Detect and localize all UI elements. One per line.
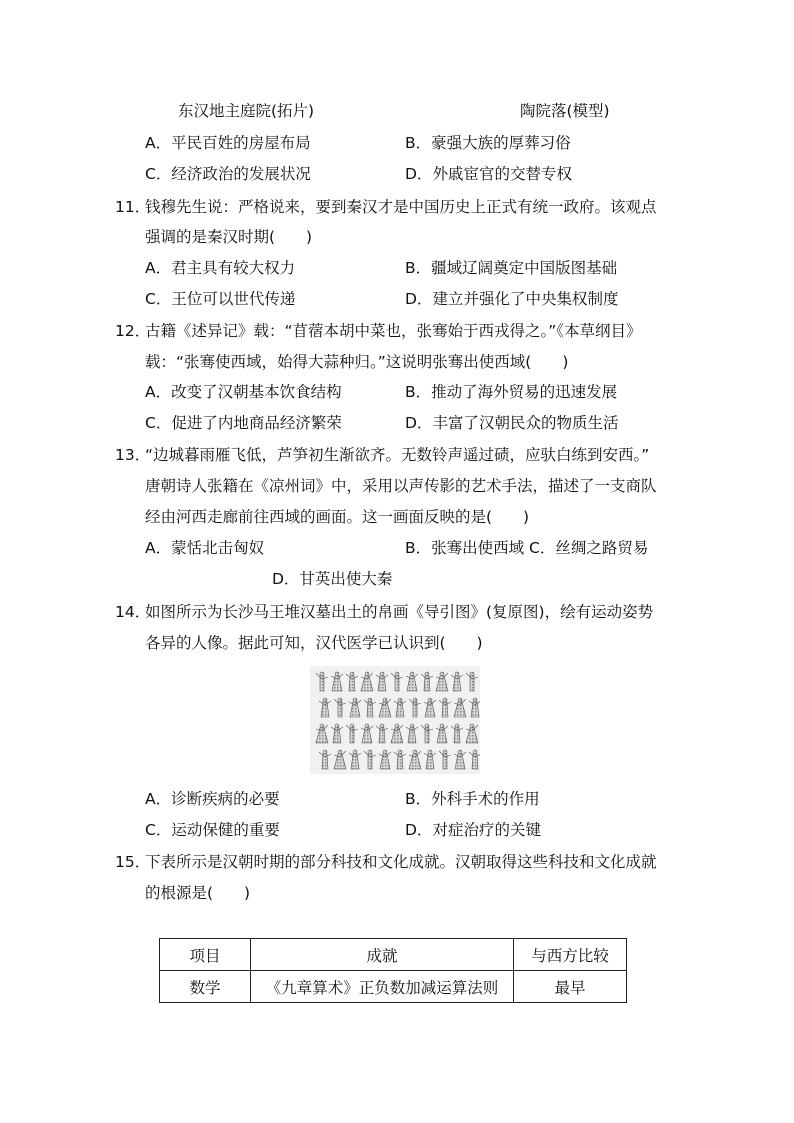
figure-silhouette — [391, 672, 403, 691]
question-text-line: 下表所示是汉朝时期的部分科技和文化成就。汉朝取得这些科技和文化成就 — [145, 853, 657, 871]
question-text-line: 载：“张骞使西域，始得大蒜种归。”这说明张骞出使西域( ) — [145, 353, 569, 371]
option-text: 促进了内地商品经济繁荣 — [171, 414, 342, 432]
figure-silhouette — [349, 698, 361, 717]
question-text-line: 的根源是( ) — [145, 884, 251, 902]
option-d[interactable] — [405, 413, 618, 433]
figure-silhouette — [409, 750, 421, 769]
option-text: 对症治疗的关键 — [432, 821, 541, 839]
figure-silhouette — [331, 724, 343, 743]
figure-silhouette — [349, 750, 361, 769]
option-text: 运动保健的重要 — [171, 821, 280, 839]
option-letter: A． — [145, 134, 172, 152]
option-b[interactable] — [405, 258, 617, 278]
option-text: 疆域辽阔奠定中国版图基础 — [431, 259, 618, 277]
figure-silhouette — [316, 672, 328, 691]
option-b[interactable] — [405, 789, 540, 809]
question-text-line: 唐朝诗人张籍在《凉州词》中，采用以声传影的艺术手法，描述了一支商队 — [145, 477, 657, 495]
question-number: 13． — [115, 446, 151, 464]
figure-silhouette — [451, 724, 463, 743]
option-text: 改变了汉朝基本饮食结构 — [171, 383, 342, 401]
daoyin-figure-image — [310, 666, 480, 774]
question-number: 12． — [115, 322, 151, 340]
option-letter: B． — [405, 259, 432, 277]
figure-silhouette — [346, 724, 358, 743]
option-letter: D． — [405, 414, 433, 432]
figure-silhouette — [454, 750, 466, 769]
option-a[interactable] — [145, 789, 280, 809]
table-header-cell: 成就 — [251, 939, 514, 971]
option-text: 推动了海外贸易的迅速发展 — [431, 383, 618, 401]
figure-silhouette — [409, 698, 421, 717]
table-cell: 数学 — [160, 971, 251, 1003]
option-letter: A． — [145, 790, 172, 808]
figure-caption-right: 陶院落(模型) — [520, 102, 610, 120]
figure-silhouette — [361, 672, 373, 691]
question-number: 14． — [115, 603, 151, 621]
figure-silhouette — [334, 750, 346, 769]
figure-silhouette — [391, 724, 403, 743]
table-header-row — [160, 939, 627, 971]
figure-silhouette — [424, 698, 436, 717]
figure-silhouette — [316, 724, 328, 743]
option-a[interactable] — [145, 133, 311, 153]
option-text: 诊断疾病的必要 — [171, 790, 280, 808]
question-text-line: 古籍《述异记》载：“苜蓿本胡中菜也，张骞始于西戎得之。”《本草纲目》 — [145, 322, 642, 340]
option-b[interactable] — [405, 133, 571, 153]
figure-silhouette — [421, 724, 433, 743]
option-d[interactable] — [405, 820, 541, 840]
figure-silhouette — [364, 750, 376, 769]
question-text-line: 钱穆先生说：严格说来，要到秦汉才是中国历史上正式有统一政府。该观点 — [145, 198, 657, 216]
option-text: 王位可以世代传递 — [171, 290, 296, 308]
option-c[interactable] — [145, 164, 311, 184]
option-text: 平民百姓的房屋布局 — [171, 134, 311, 152]
figure-silhouette — [364, 698, 376, 717]
figure-silhouette — [379, 698, 391, 717]
figure-silhouette — [394, 698, 406, 717]
option-text: 外科手术的作用 — [431, 790, 540, 808]
question-text-line: 经由河西走廊前往西域的画面。这一画面反映的是( ) — [145, 508, 530, 526]
option-text: 丰富了汉朝民众的物质生活 — [432, 414, 619, 432]
figure-silhouette — [421, 672, 433, 691]
option-letter: B． — [405, 134, 432, 152]
option-letter: C． — [145, 165, 172, 183]
option-d[interactable]: D．甘英出使大秦 — [272, 570, 393, 588]
figure-silhouette — [436, 672, 448, 691]
option-c[interactable] — [145, 289, 295, 309]
option-d[interactable] — [405, 164, 572, 184]
figure-silhouette — [376, 672, 388, 691]
question-text-line: 强调的是秦汉时期( ) — [145, 228, 313, 246]
option-letter: B． — [405, 790, 432, 808]
option-letter: D． — [405, 821, 433, 839]
question-text-line: “边城暮雨雁飞低，芦笋初生渐欲齐。无数铃声遥过碛，应驮白练到安西。” — [145, 446, 650, 464]
option-letter: A． — [145, 383, 172, 401]
figure-silhouette — [451, 672, 463, 691]
figure-silhouette — [406, 724, 418, 743]
option-letter: D． — [405, 290, 433, 308]
figure-silhouette — [406, 672, 418, 691]
figure-silhouette — [361, 724, 373, 743]
figure-silhouette — [394, 750, 406, 769]
option-letter: C． — [145, 414, 172, 432]
option-c[interactable] — [145, 413, 342, 433]
question-number: 15． — [115, 853, 151, 871]
table-header-cell: 项目 — [160, 939, 251, 971]
question-text-line: 如图所示为长沙马王堆汉墓出土的帛画《导引图》(复原图)，绘有运动姿势 — [145, 603, 654, 621]
option-d[interactable] — [405, 289, 618, 309]
option-b-and-c[interactable]: B．张骞出使西域 C．丝绸之路贸易 — [405, 539, 649, 557]
option-a[interactable]: A．蒙恬北击匈奴 — [145, 539, 265, 557]
achievements-table — [159, 938, 627, 1003]
figure-silhouette — [319, 698, 331, 717]
figure-silhouette — [469, 698, 480, 717]
figure-silhouette — [346, 672, 358, 691]
table-header-cell: 与西方比较 — [514, 939, 627, 971]
figure-silhouette — [319, 750, 331, 769]
figure-silhouette — [379, 750, 391, 769]
option-a[interactable] — [145, 258, 295, 278]
figure-silhouette — [469, 750, 480, 769]
figure-silhouette — [331, 672, 343, 691]
option-letter: C． — [145, 290, 172, 308]
daoyin-figures-illustration — [310, 666, 480, 774]
figure-silhouette — [454, 698, 466, 717]
option-text: 经济政治的发展状况 — [171, 165, 311, 183]
table-row — [160, 971, 627, 1003]
option-letter: C． — [145, 821, 172, 839]
option-b[interactable] — [405, 382, 617, 402]
option-c[interactable] — [145, 820, 280, 840]
figure-silhouette — [466, 724, 478, 743]
table-cell: 《九章算术》正负数加减运算法则 — [251, 971, 514, 1003]
option-text: 建立并强化了中央集权制度 — [432, 290, 619, 308]
question-number: 11． — [115, 198, 151, 216]
figure-silhouette — [439, 698, 451, 717]
option-text: 豪强大族的厚葬习俗 — [431, 134, 571, 152]
option-a[interactable] — [145, 382, 342, 402]
option-letter: A． — [145, 259, 172, 277]
figure-silhouette — [436, 724, 448, 743]
option-letter: D． — [405, 165, 433, 183]
figure-silhouette — [376, 724, 388, 743]
option-text: 君主具有较大权力 — [171, 259, 296, 277]
table-cell: 最早 — [514, 971, 627, 1003]
question-text-line: 各异的人像。据此可知，汉代医学已认识到( ) — [145, 634, 483, 652]
figure-silhouette — [334, 698, 346, 717]
figure-silhouette — [466, 672, 478, 691]
option-letter: B． — [405, 383, 432, 401]
figure-caption-left: 东汉地主庭院(拓片) — [178, 102, 315, 120]
figure-silhouette — [439, 750, 451, 769]
figure-silhouette — [424, 750, 436, 769]
option-text: 外戚宦官的交替专权 — [432, 165, 572, 183]
